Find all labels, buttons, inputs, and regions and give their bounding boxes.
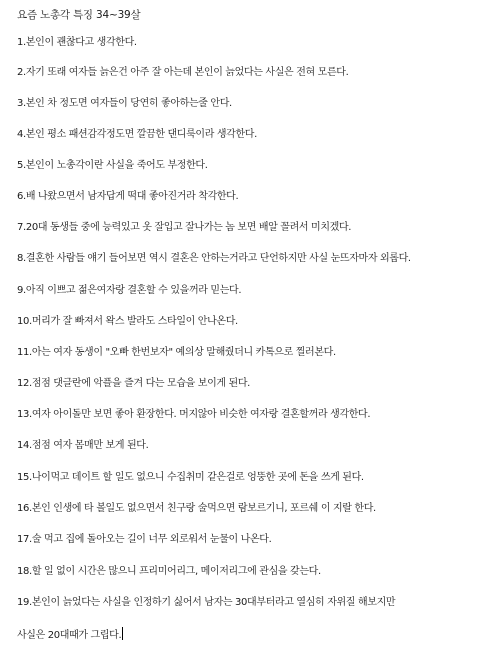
list-item-15: 15.나이먹고 데이트 할 일도 없으니 수집취미 같은걸로 엉뚱한 곳에 돈을 쓰게 된다. <box>17 472 364 483</box>
list-item-11: 11.아는 여자 동생이 "오빠 한번보자" 예의상 말해줬더니 카톡으로 찔러본다. <box>17 347 336 358</box>
list-item-2: 2.자기 또래 여자들 늙은건 아주 잘 아는데 본인이 늙었다는 사실은 전혀 모른다. <box>17 67 349 78</box>
list-item-18: 18.할 일 없이 시간은 많으니 프리미어리그, 메이저리그에 관심을 갖는다. <box>17 566 321 577</box>
list-item-19: 19.본인이 늙었다는 사실을 인정하기 싫어서 남자는 30대부터라고 열심히 자위질 해보지만 <box>17 597 396 608</box>
list-item-14: 14.점점 여자 몸매만 보게 된다. <box>17 440 149 451</box>
list-item-12: 12.점점 댓글란에 악플을 즐겨 다는 모습을 보이게 된다. <box>17 378 250 389</box>
list-item-8: 8.결혼한 사람들 얘기 들어보면 역시 결혼은 안하는거라고 단언하지만 사실 눈뜨자마자 외롭다. <box>17 253 411 264</box>
list-item-17: 17.술 먹고 집에 돌아오는 길이 너무 외로워서 눈물이 나온다. <box>17 534 272 545</box>
list-item-1: 1.본인이 괜찮다고 생각한다. <box>17 37 137 48</box>
list-item-6: 6.배 나왔으면서 남자답게 떡대 좋아진거라 착각한다. <box>17 191 239 202</box>
list-item-13: 13.여자 아이돌만 보면 좋아 환장한다. 머지않아 비슷한 여자랑 결혼할꺼라 생각한다. <box>17 409 371 420</box>
text-cursor <box>122 627 123 640</box>
list-item-7: 7.20대 동생들 중에 능력있고 옷 잘입고 잘나가는 놈 보면 배알 꼴려서 미치겠다. <box>17 222 352 233</box>
list-item-10: 10.머리가 잘 빠져서 왁스 발라도 스타일이 안나온다. <box>17 316 238 327</box>
list-item-19-continuation <box>17 627 123 643</box>
list-item-4: 4.본인 평소 패션감각정도면 깔끔한 댄디룩이라 생각한다. <box>17 129 257 140</box>
list-item-16: 16.본인 인생에 타 볼일도 없으면서 친구랑 술먹으면 람보르기니, 포르쉐 이 지랄 한다. <box>17 503 376 514</box>
continuation-text: 사실은 20대때가 그립다. <box>17 630 122 641</box>
list-item-9: 9.아직 이쁘고 젊은여자랑 결혼할 수 있을꺼라 믿는다. <box>17 285 242 296</box>
list-item-5: 5.본인이 노총각이란 사실을 죽어도 부정한다. <box>17 160 208 171</box>
document-title: 요즘 노총각 특징 34~39살 <box>17 9 141 21</box>
list-item-3: 3.본인 차 정도면 여자들이 당연히 좋아하는줄 안다. <box>17 98 232 109</box>
